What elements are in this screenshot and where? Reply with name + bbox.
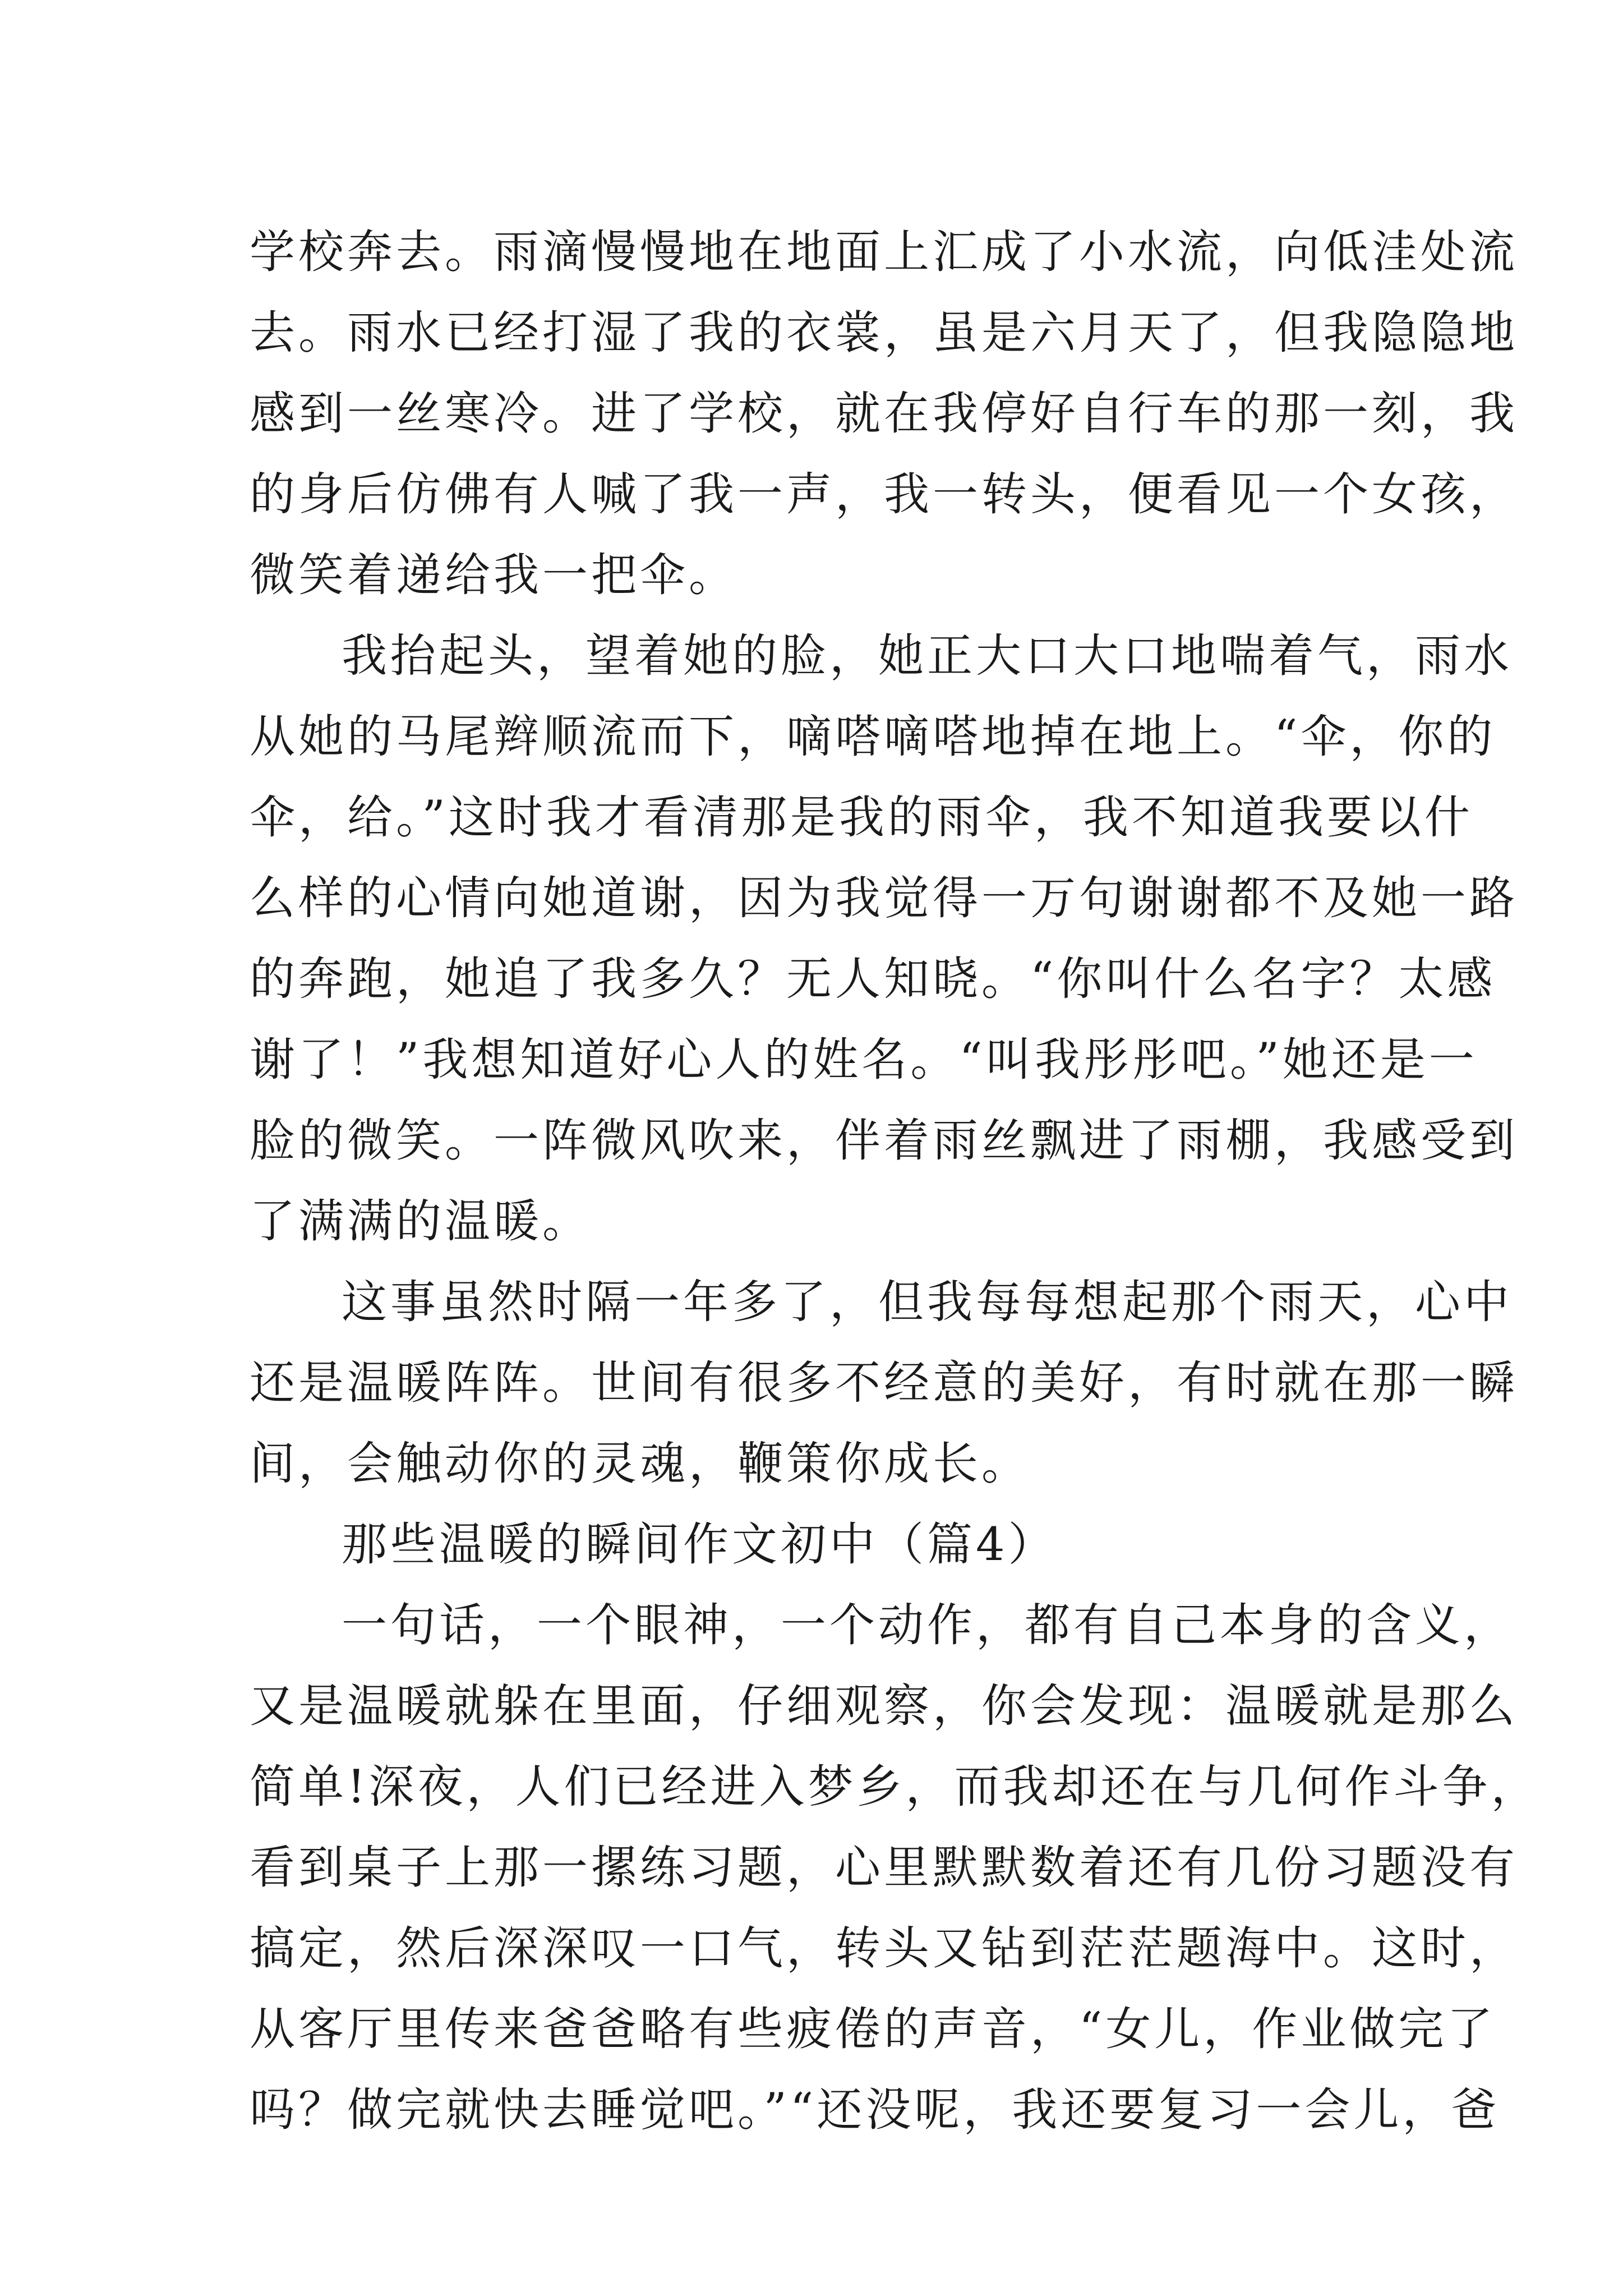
text-line: 我抬起头，望着她的脸，她正大口大口地喘着气，雨水: [342, 630, 1513, 683]
section-heading: 那些温暖的瞬间作文初中（篇4）: [342, 1519, 1057, 1571]
text-line: 间，会触动你的灵魂，鞭策你成长。: [250, 1438, 1031, 1490]
text-line: 吗？做完就快去睡觉吧。”“还没呢，我还要复习一会儿，爸: [250, 2084, 1500, 2137]
text-line: 简单!深夜，人们已经进入梦乡，而我却还在与几何作斗争，: [250, 1761, 1540, 1814]
text-line: 脸的微笑。一阵微风吹来，伴着雨丝飘进了雨棚，我感受到: [250, 1115, 1519, 1167]
text-line: 去。雨水已经打湿了我的衣裳，虽是六月天了，但我隐隐地: [250, 307, 1519, 360]
text-line: 微笑着递给我一把伞。: [250, 549, 738, 602]
text-line: 的奔跑，她追了我多久？无人知晓。“你叫什么名字？太感: [250, 953, 1496, 1006]
text-line: 一句话，一个眼神，一个动作，都有自己本身的含义，: [342, 1599, 1513, 1652]
text-line: 这事虽然时隔一年多了，但我每每想起那个雨天，心中: [342, 1276, 1513, 1329]
document-body: [250, 212, 1540, 2151]
text-line: 的身后仿佛有人喊了我一声，我一转头，便看见一个女孩，: [250, 468, 1519, 521]
text-line: 感到一丝寒冷。进了学校，就在我停好自行车的那一刻，我: [250, 388, 1519, 440]
text-line: 从她的马尾辫顺流而下，嘀嗒嘀嗒地掉在地上。“伞，你的: [250, 711, 1496, 763]
text-line: 看到桌子上那一摞练习题，心里默默数着还有几份习题没有: [250, 1842, 1519, 1894]
text-line: 么样的心情向她道谢，因为我觉得一万句谢谢都不及她一路: [250, 872, 1519, 925]
text-line: 还是温暖阵阵。世间有很多不经意的美好，有时就在那一瞬: [250, 1357, 1519, 1410]
text-line: 搞定，然后深深叹一口气，转头又钻到茫茫题海中。这时，: [250, 1922, 1519, 1975]
text-line: 从客厅里传来爸爸略有些疲倦的声音，“女儿，作业做完了: [250, 2003, 1496, 2056]
text-line: 又是温暖就躲在里面，仔细观察，你会发现：温暖就是那么: [250, 1680, 1519, 1733]
text-line: 学校奔去。雨滴慢慢地在地面上汇成了小水流，向低洼处流: [250, 226, 1519, 279]
text-line: 谢了！”我想知道好心人的姓名。“叫我彤彤吧。”她还是一: [250, 1034, 1478, 1087]
text-line: 伞，给。”这时我才看清那是我的雨伞，我不知道我要以什: [250, 792, 1473, 844]
text-line: 了满满的温暖。: [250, 1195, 592, 1248]
